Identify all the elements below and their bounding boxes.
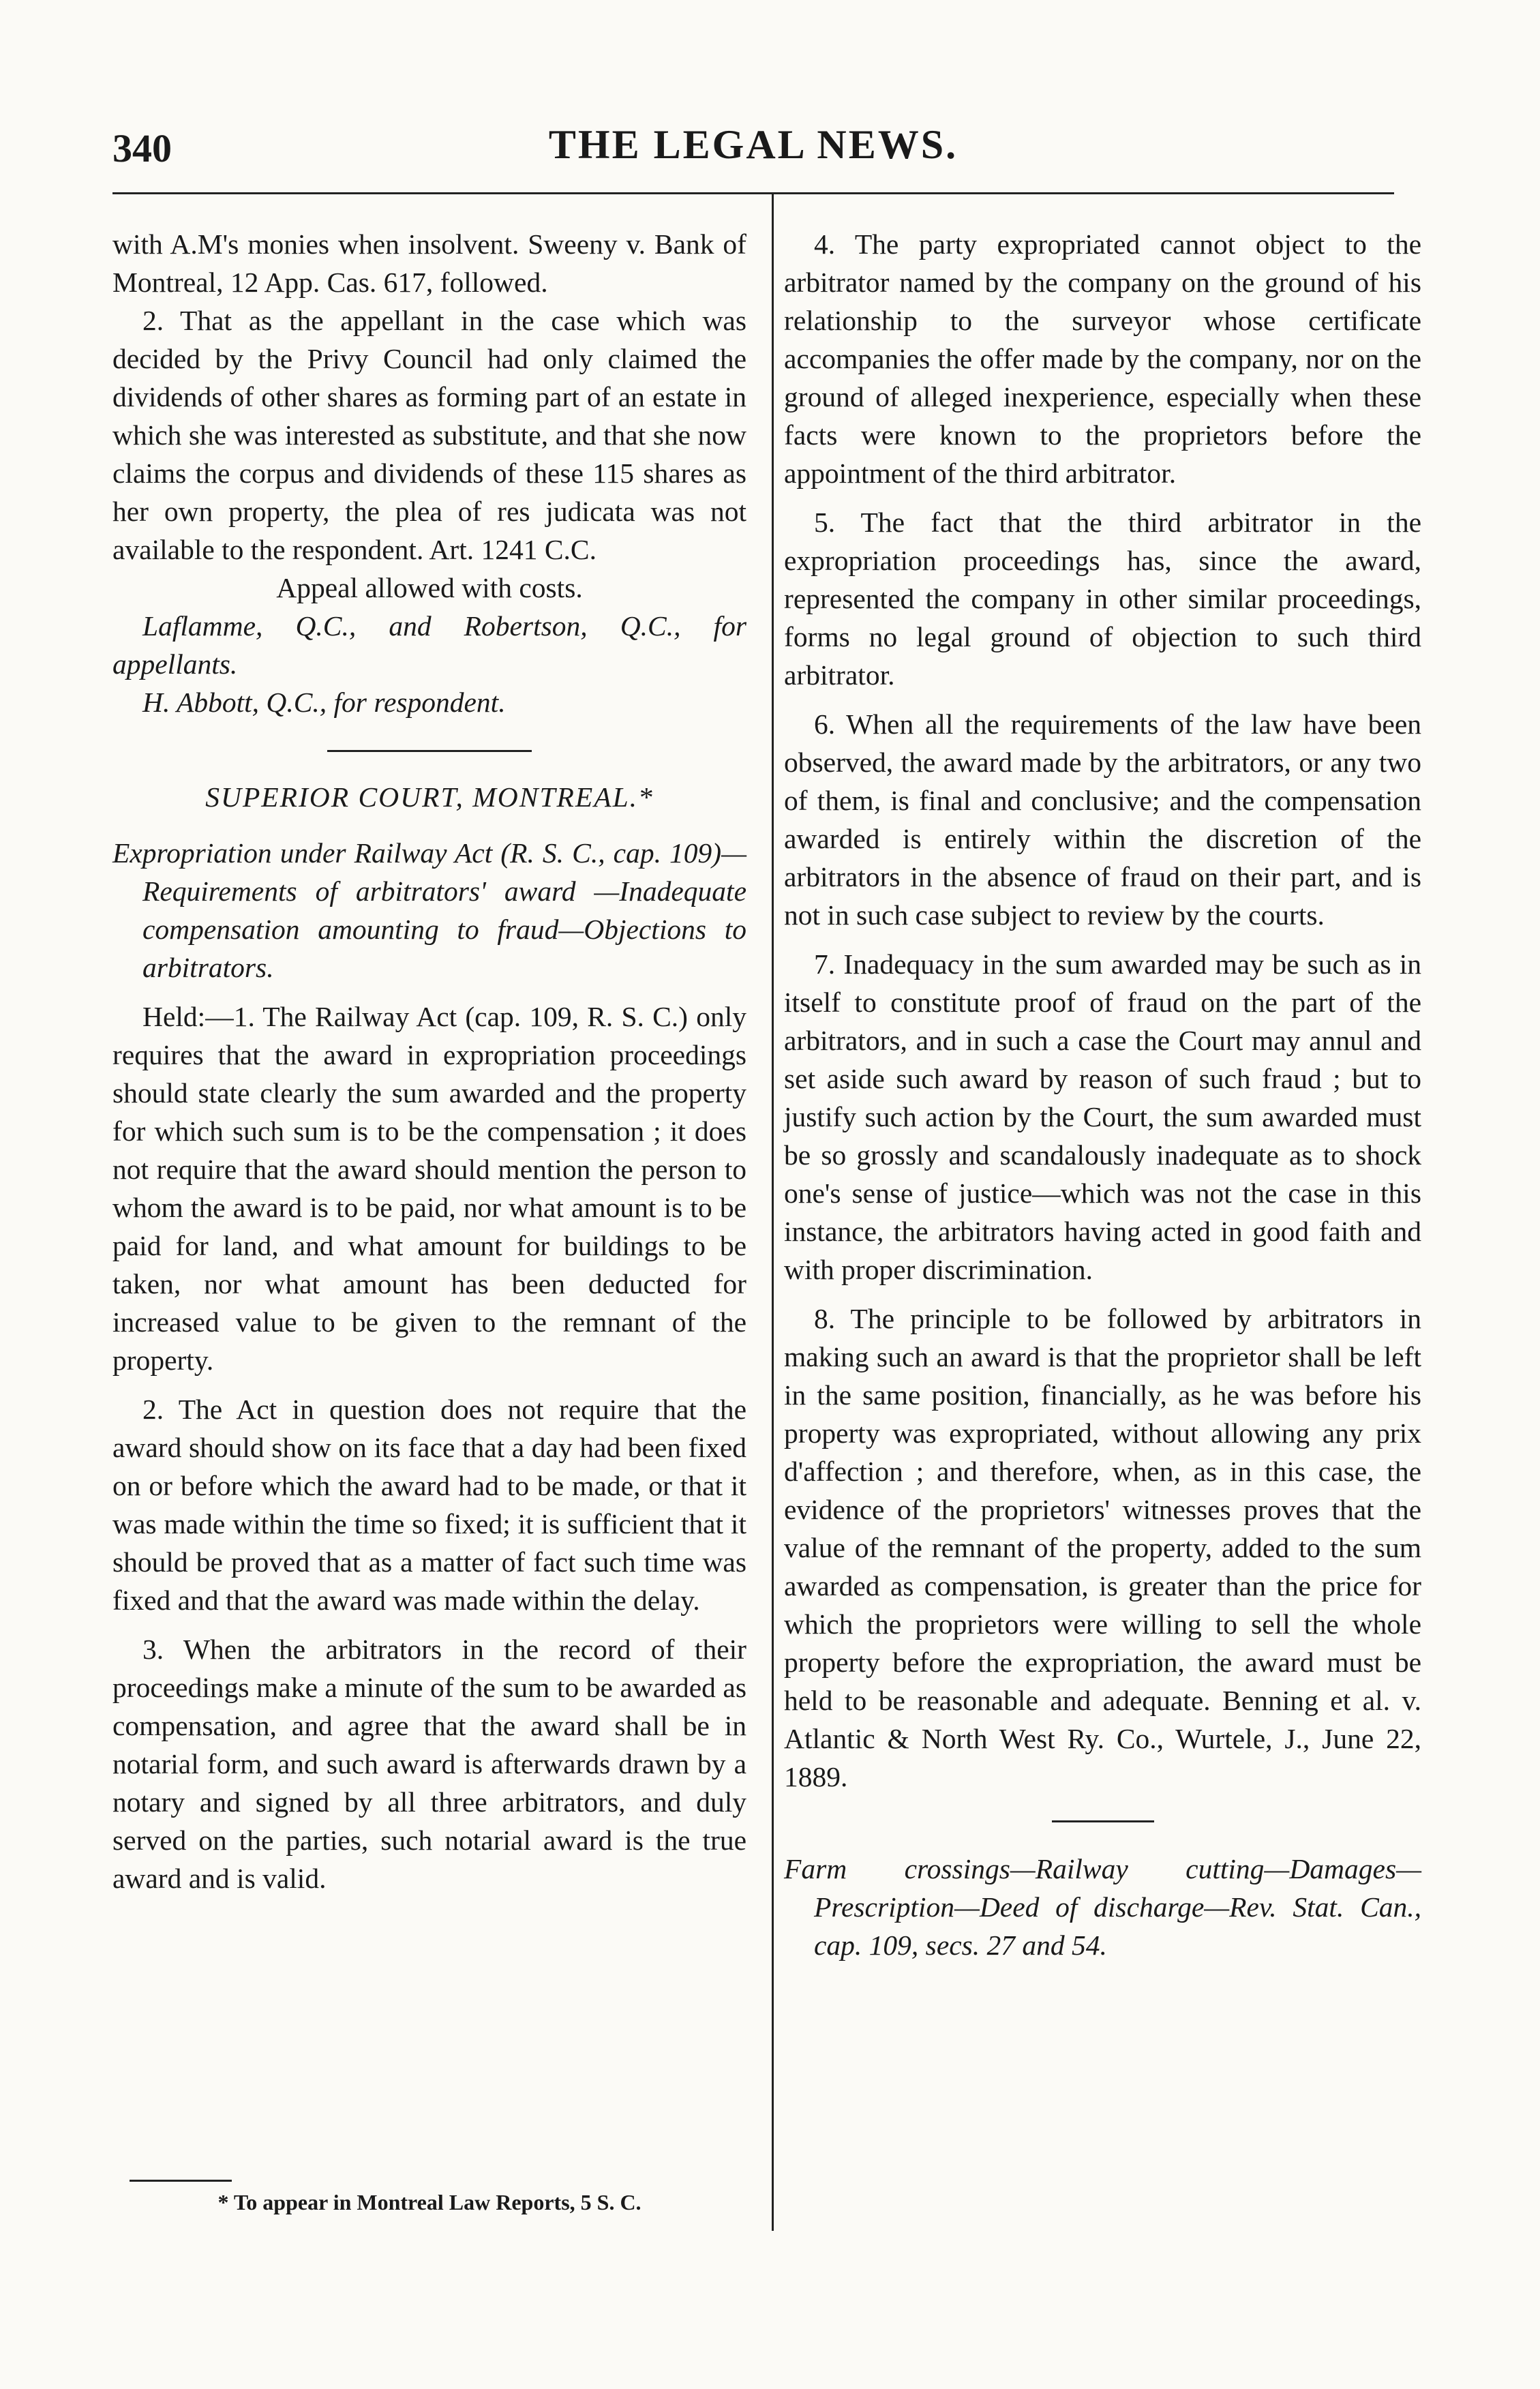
- header-rule: [112, 192, 1394, 194]
- right-column: [784, 225, 1421, 1964]
- judgment-result: Appeal allowed with costs.: [276, 572, 583, 603]
- holding-3: 3. When the arbitrators in the record of their proceedings make a minute of the sum to be awarded as compensation, and agree that the award shall be in notarial form, and such award is afterwards drawn by a notary and signed by all three arbitrators, and duly served on the parties, such notarial award is the true award and is valid.: [112, 1634, 746, 1894]
- case-subject-2: Farm crossings—Railway cutting—Damages—Prescription—Deed of discharge—Rev. Stat. Can., cap. 109, secs. 27 and 54.: [784, 1853, 1421, 1961]
- case-subject: Expropriation under Railway Act (R. S. C., cap. 109)—Requirements of arbitrators' award —Inadequate compensation amounting to fraud—Objections to arbitrators.: [112, 837, 746, 983]
- left-column: [112, 225, 746, 1897]
- paragraph: with A.M's monies when insolvent. Sweeny v. Bank of Montreal, 12 App. Cas. 617, followed.: [112, 228, 746, 298]
- paragraph: 2. That as the appellant in the case which was decided by the Privy Council had only claimed the dividends of other shares as forming part of an estate in which she was interested as substitute, and that she now claims the corpus and dividends of these 115 shares as her own property, the plea of res judicata was not available to the respondent. Art. 1241 C.C.: [112, 305, 746, 565]
- footnote: * To appear in Montreal Law Reports, 5 S. C.: [217, 2190, 641, 2214]
- counsel-respondent: H. Abbott, Q.C., for respondent.: [142, 687, 506, 718]
- section-rule: [1052, 1820, 1154, 1822]
- footnote-rule: [130, 2180, 232, 2182]
- holding-6: 6. When all the requirements of the law have been observed, the award made by the arbitrators, or any two of them, is final and conclusive; and the compensation awarded is entirely within the discretion of the arbitrators in the absence of fraud on their part, and is not in such case subject to review by the courts.: [784, 708, 1421, 931]
- running-head: THE LEGAL NEWS.: [548, 122, 958, 167]
- counsel-appellants: Laflamme, Q.C., and Robertson, Q.C., for appellants.: [112, 610, 746, 680]
- section-rule: [327, 750, 532, 752]
- holding-2: 2. The Act in question does not require that the award should show on its face that a day had been fixed on or before which the award had to be made, or that it was made within the time so fixed; it is sufficient that it should be proved that as a matter of fact such time was fixed and that the award was made within the delay.: [112, 1394, 746, 1616]
- page-header: [112, 121, 1394, 176]
- holding-8: 8. The principle to be followed by arbitrators in making such an award is that the proprietor shall be left in the same position, financially, as he was before his property was expropriated, without allowing any prix d'affection ; and therefore, when, as in this case, the evidence of the proprietors' witnesses proves that the value of the remnant of the property, added to the sum awarded as compensation, is greater than the price for which the proprietors were willing to sell the whole property before the expropriation, the award must be held to be reasonable and adequate. Benning et al. v. Atlantic & North West Ry. Co., Wurtele, J., June 22, 1889.: [784, 1303, 1421, 1792]
- holding-5: 5. The fact that the third arbitrator in the expropriation proceedings has, since the award, represented the company in other similar proceedings, forms no legal ground of objection to such third arbitrator.: [784, 507, 1421, 691]
- court-heading: SUPERIOR COURT, MONTREAL.*: [205, 781, 654, 813]
- holding-1: Held:—1. The Railway Act (cap. 109, R. S. C.) only requires that the award in expropriation proceedings should state clearly the sum awarded and the property for which such sum is to be the compensation ; it does not require that the award should mention the person to whom the award is to be paid, nor what amount is to be paid for land, and what amount for buildings to be taken, nor what amount has been deducted for increased value to be given to the remnant of the property.: [112, 1001, 746, 1376]
- holding-7: 7. Inadequacy in the sum awarded may be such as in itself to constitute proof of fraud on the part of the arbitrators, and in such a case the Court may annul and set aside such award by reason of such fraud ; but to justify such action by the Court, the sum awarded must be so grossly and scandalously inadequate as to shock one's sense of justice—which was not the case in this instance, the arbitrators having acted in good faith and with proper discrimination.: [784, 948, 1421, 1285]
- page-number: 340: [112, 126, 172, 170]
- holding-4: 4. The party expropriated cannot object to the arbitrator named by the company on the ground of his relationship to the surveyor whose certificate accompanies the offer made by the company, nor on the ground of alleged inexperience, especially when these facts were known to the proprietors before the appointment of the third arbitrator.: [784, 228, 1421, 489]
- column-divider: [772, 192, 774, 2231]
